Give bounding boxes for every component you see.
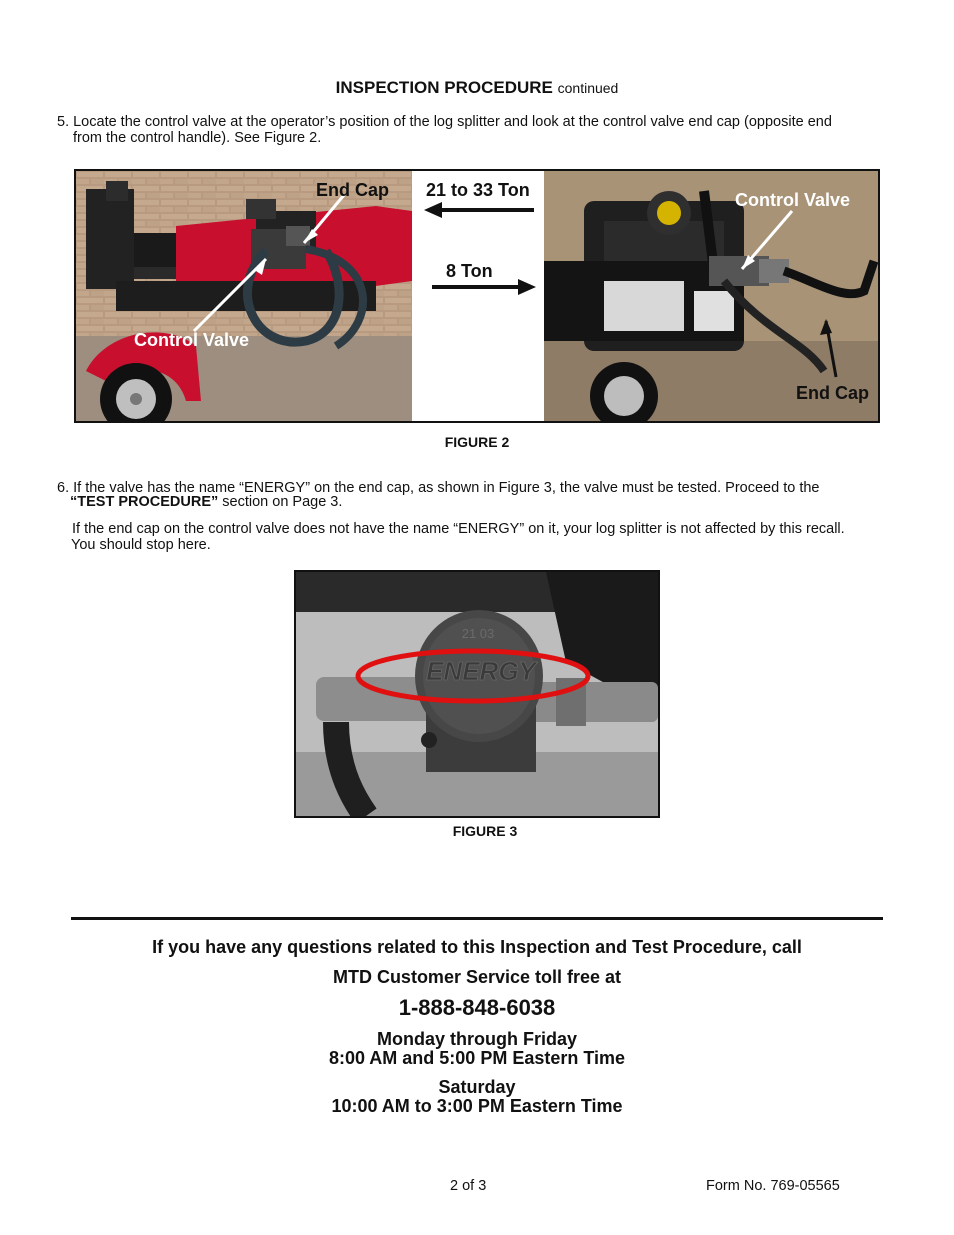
form-number: Form No. 769-05565 (706, 1178, 840, 1194)
log-splitter-large-illustration (76, 171, 412, 421)
section-divider (71, 917, 883, 920)
section-title: INSPECTION PROCEDURE (335, 78, 553, 97)
page-number: 2 of 3 (450, 1178, 487, 1194)
hours-weekday-time: 8:00 AM and 5:00 PM Eastern Time (328, 1048, 626, 1068)
label-control-valve-right: Control Valve (735, 190, 851, 210)
figure-2-middle (412, 171, 544, 421)
label-8-ton: 8 Ton (446, 261, 493, 281)
step-6-line-2-rest: section on Page 3. (218, 494, 343, 510)
label-end-cap-left: End Cap (316, 180, 390, 200)
contact-line-2: MTD Customer Service toll free at (332, 967, 622, 987)
hours-saturday-label: Saturday (438, 1077, 516, 1097)
test-procedure-ref: “TEST PROCEDURE” (70, 494, 219, 510)
valve-end-cap-illustration (296, 572, 658, 816)
figure-2-left-photo (76, 171, 412, 421)
step-6-para-2-line-2: You should stop here. (71, 537, 211, 553)
step-5-line-2: from the control handle). See Figure 2. (73, 130, 322, 146)
cap-energy-text: ENERGY (426, 656, 536, 686)
figure-3-caption: FIGURE 3 (452, 823, 518, 839)
contact-line-1: If you have any questions related to this Inspection and Test Procedure, call (152, 937, 802, 957)
phone-number: 1-888-848-6038 (398, 995, 556, 1020)
step-6-line-1: 6. If the valve has the name “ENERGY” on the end cap, as shown in Figure 3, the valve must be tested. Proceed to the (57, 480, 820, 496)
hours-weekday-label: Monday through Friday (377, 1029, 577, 1049)
step-5-line-1: 5. Locate the control valve at the operator’s position of the log splitter and look at the control valve end cap (opposite end (57, 114, 832, 130)
arrow-left-icon (422, 199, 538, 221)
label-control-valve-left: Control Valve (134, 330, 250, 350)
arrow-right-icon (430, 276, 538, 298)
step-6-line-2 (70, 494, 342, 510)
figure-2-right-photo (544, 171, 878, 421)
figure-3-photo (294, 570, 660, 818)
section-title-suffix: continued (557, 80, 619, 96)
label-21-to-33-ton: 21 to 33 Ton (426, 180, 530, 200)
section-heading (0, 78, 954, 98)
step-6-para-2-line-1: If the end cap on the control valve does not have the name “ENERGY” on it, your log splitter is not affected by this recall. (72, 521, 845, 537)
figure-2-caption: FIGURE 2 (444, 434, 510, 450)
hours-saturday-time: 10:00 AM to 3:00 PM Eastern Time (331, 1096, 623, 1116)
label-end-cap-right: End Cap (796, 383, 870, 403)
cap-number-text: 21 03 (461, 626, 495, 641)
